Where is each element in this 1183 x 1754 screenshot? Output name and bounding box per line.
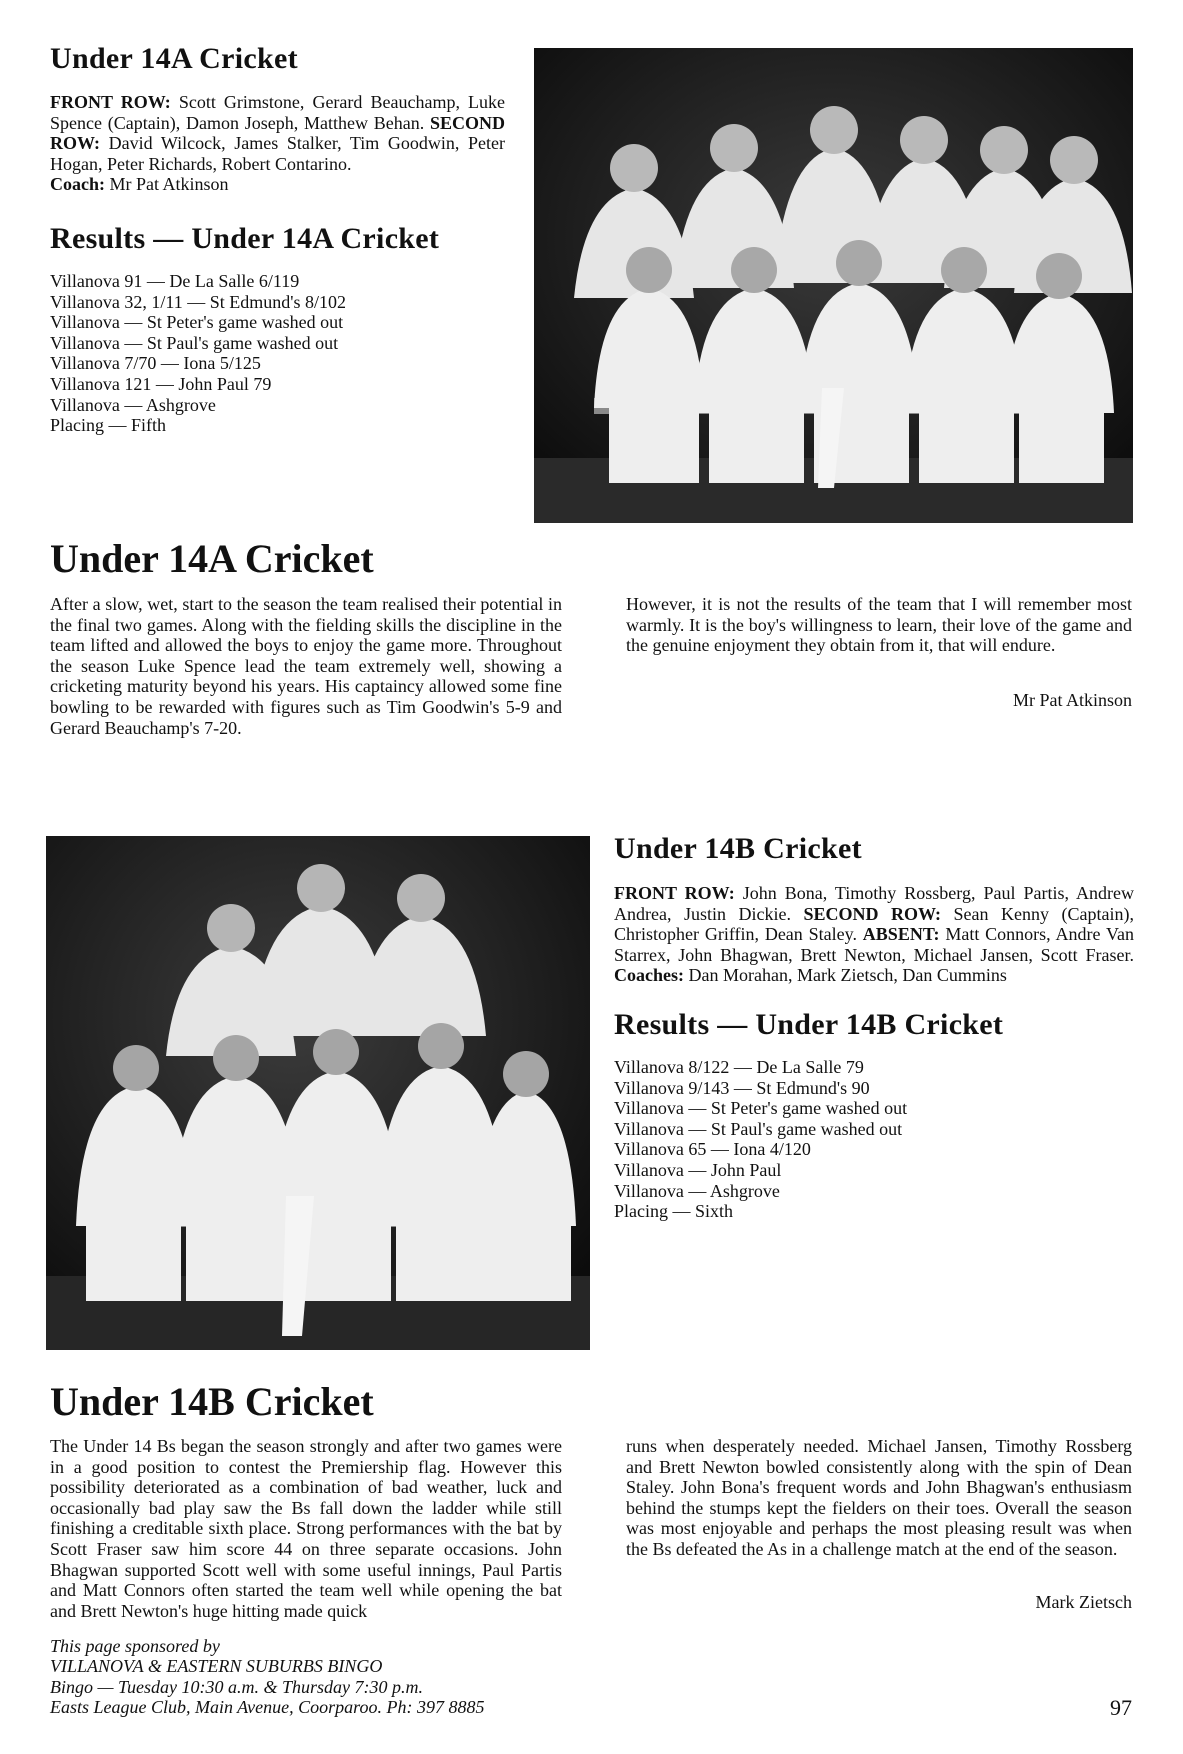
u14b-report-heading: Under 14B Cricket xyxy=(50,1379,374,1424)
result-line: Villanova — St Paul's game washed out xyxy=(50,332,339,353)
result-line: Villanova — St Peter's game washed out xyxy=(614,1098,908,1119)
u14b-report-right: runs when desperately needed. Michael Jansen, Timothy Rossberg and Brett Newton bowled consistently along with the spin of Dean Staley. John Bona's frequent words and John Bhagwan's enthusiasm behind the stumps kept the fielders on their toes. Overall the season was most enjoyable and perhaps the most pleasing result was when the Bs defeated the As in a challenge match at the end of the season. xyxy=(626,1436,1132,1559)
u14b-team-caption xyxy=(614,883,1134,986)
coaches-names: Dan Morahan, Mark Zietsch, Dan Cummins xyxy=(684,965,1007,986)
u14b-results-heading: Results — Under 14B Cricket xyxy=(614,1008,1004,1041)
page-number: 97 xyxy=(1110,1695,1132,1720)
u14a-team-caption xyxy=(50,92,505,195)
front-row-label: FRONT ROW: xyxy=(50,92,171,112)
result-line: Placing — Fifth xyxy=(50,415,166,436)
result-line: Villanova — John Paul xyxy=(614,1159,782,1180)
sponsor-line: This page sponsored by xyxy=(50,1636,220,1656)
u14a-caption-heading: Under 14A Cricket xyxy=(50,42,298,75)
front-row-names: John Bona, Timothy Rossberg, Paul Partis, Andrew Andrea, Justin Dickie. xyxy=(614,883,1134,924)
u14a-results-heading: Results — Under 14A Cricket xyxy=(50,222,440,255)
u14a-results-list xyxy=(50,271,346,436)
result-line: Villanova 7/70 — Iona 5/125 xyxy=(50,353,261,374)
u14b-team-photo xyxy=(46,836,590,1350)
absent-names: Matt Connors, Andre Van Starrex, John Bhagwan, Brett Newton, Michael Jansen, Scott Fraser. xyxy=(614,924,1134,965)
coaches-label: Coaches: xyxy=(614,965,684,986)
result-line: Villanova 8/122 — De La Salle 79 xyxy=(614,1057,864,1077)
u14b-caption-heading: Under 14B Cricket xyxy=(614,832,862,865)
u14a-signature: Mr Pat Atkinson xyxy=(1012,690,1132,710)
result-line: Villanova — Ashgrove xyxy=(50,394,216,415)
u14a-report-left: After a slow, wet, start to the season the team realised their potential in the final two games. Along with the fielding skills the discipline in the team lifted and allowed the boys to enjoy the game more. Throughout the season Luke Spence lead the team extremely well, showing a cricketing maturity beyond his years. His captaincy allowed some fine bowling to be rewarded with figures such as Tim Goodwin's 5-9 and Gerard Beauchamp's 7-20. xyxy=(50,594,562,738)
u14a-report-right: However, it is not the results of the team that I will remember most warmly. It is the boy's willingness to learn, their love of the game and the genuine enjoyment they obtain from it, that will endure. xyxy=(626,594,1132,656)
result-line: Villanova — Ashgrove xyxy=(614,1180,780,1201)
front-row-names: Scott Grimstone, Gerard Beauchamp, Luke Spence (Captain), Damon Joseph, Matthew Behan. xyxy=(50,92,505,133)
u14b-report-left: The Under 14 Bs began the season strongly and after two games were in a good position to contest the Premiership flag. However this possibility deteriorated as a combination of bad weather, luck and occasionally bad play saw the Bs fall down the ladder while still finishing a creditable sixth place. Strong performances with the bat by Scott Fraser saw him score 44 on three separate occasions. John Bhagwan supported Scott well with some useful innings, Paul Partis and Matt Connors often started the team well while opening the bat and Brett Newton's huge hitting made quick xyxy=(50,1436,562,1621)
sponsor-line: Easts League Club, Main Avenue, Coorparoo. Ph: 397 8885 xyxy=(50,1697,485,1718)
second-row-names: Sean Kenny (Captain), Christopher Griffin, Dean Staley. xyxy=(614,903,1135,945)
u14a-report-heading: Under 14A Cricket xyxy=(50,536,374,581)
sponsor-line: Bingo — Tuesday 10:30 a.m. & Thursday 7:30 p.m. xyxy=(50,1676,423,1697)
absent-label: ABSENT: xyxy=(862,924,940,945)
second-row-names: David Wilcock, James Stalker, Tim Goodwin, Peter Hogan, Peter Richards, Robert Contarino. xyxy=(50,133,505,174)
result-line: Villanova 65 — Iona 4/120 xyxy=(614,1139,811,1160)
sponsor-notice xyxy=(50,1636,484,1718)
coach-name: Mr Pat Atkinson xyxy=(105,174,229,195)
result-line: Villanova 121 — John Paul 79 xyxy=(50,373,272,394)
u14b-results-list xyxy=(614,1057,907,1222)
result-line: Villanova — St Paul's game washed out xyxy=(614,1118,903,1139)
u14b-signature: Mark Zietsch xyxy=(1035,1592,1132,1612)
result-line: Villanova 9/143 — St Edmund's 90 xyxy=(614,1077,870,1098)
front-row-label: FRONT ROW: xyxy=(614,883,735,903)
result-line: Villanova 32, 1/11 — St Edmund's 8/102 xyxy=(50,291,346,312)
result-line: Villanova — St Peter's game washed out xyxy=(50,312,344,333)
coach-label: Coach: xyxy=(50,174,105,195)
u14a-team-photo xyxy=(534,48,1133,523)
second-row-label: SECOND ROW: xyxy=(50,112,505,154)
result-line: Placing — Sixth xyxy=(614,1201,734,1222)
sponsor-line: VILLANOVA & EASTERN SUBURBS BINGO xyxy=(50,1656,383,1677)
result-line: Villanova 91 — De La Salle 6/119 xyxy=(50,271,300,291)
second-row-label: SECOND ROW: xyxy=(803,903,942,924)
